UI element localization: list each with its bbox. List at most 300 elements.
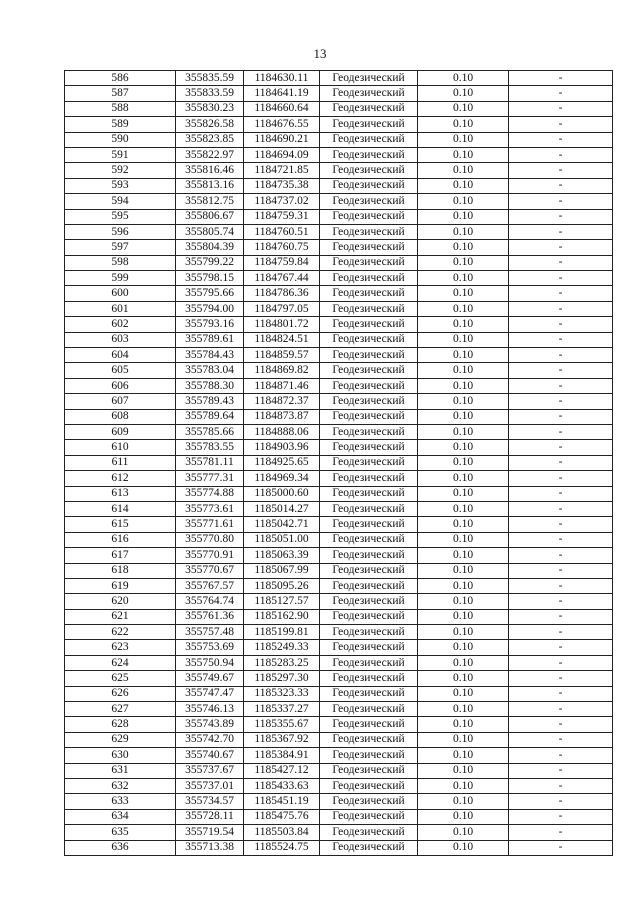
table-row (65, 101, 613, 116)
x-coordinate-cell: 355771.61 (176, 517, 244, 532)
y-coordinate-cell: 1185503.84 (244, 825, 320, 840)
accuracy-cell: 0.10 (418, 825, 509, 840)
accuracy-cell: 0.10 (418, 717, 509, 732)
accuracy-cell: 0.10 (418, 194, 509, 209)
x-coordinate-cell: 355826.58 (176, 117, 244, 132)
y-coordinate-cell: 1185095.26 (244, 578, 320, 593)
table-row (65, 471, 613, 486)
x-coordinate-cell: 355783.04 (176, 363, 244, 378)
accuracy-cell: 0.10 (418, 86, 509, 101)
table-row (65, 840, 613, 855)
point-number-cell: 607 (65, 394, 176, 409)
y-coordinate-cell: 1184694.09 (244, 147, 320, 162)
method-cell: Геодезический (320, 71, 418, 86)
accuracy-cell: 0.10 (418, 363, 509, 378)
x-coordinate-cell: 355789.61 (176, 332, 244, 347)
table-row (65, 163, 613, 178)
x-coordinate-cell: 355761.36 (176, 609, 244, 624)
table-row (65, 548, 613, 563)
y-coordinate-cell: 1184721.85 (244, 163, 320, 178)
table-row (65, 732, 613, 747)
x-coordinate-cell: 355719.54 (176, 825, 244, 840)
note-cell: - (509, 424, 613, 439)
note-cell: - (509, 763, 613, 778)
table-row (65, 209, 613, 224)
x-coordinate-cell: 355799.22 (176, 255, 244, 270)
y-coordinate-cell: 1184735.38 (244, 178, 320, 193)
point-number-cell: 614 (65, 501, 176, 516)
y-coordinate-cell: 1184969.34 (244, 471, 320, 486)
method-cell: Геодезический (320, 563, 418, 578)
method-cell: Геодезический (320, 486, 418, 501)
method-cell: Геодезический (320, 86, 418, 101)
note-cell: - (509, 271, 613, 286)
x-coordinate-cell: 355806.67 (176, 209, 244, 224)
point-number-cell: 600 (65, 286, 176, 301)
note-cell: - (509, 240, 613, 255)
x-coordinate-cell: 355835.59 (176, 71, 244, 86)
y-coordinate-cell: 1185427.12 (244, 763, 320, 778)
x-coordinate-cell: 355742.70 (176, 732, 244, 747)
accuracy-cell: 0.10 (418, 517, 509, 532)
note-cell: - (509, 440, 613, 455)
table-row (65, 255, 613, 270)
point-number-cell: 595 (65, 209, 176, 224)
note-cell: - (509, 394, 613, 409)
accuracy-cell: 0.10 (418, 471, 509, 486)
table-row (65, 301, 613, 316)
note-cell: - (509, 625, 613, 640)
page-number: 13 (313, 46, 327, 61)
point-number-cell: 610 (65, 440, 176, 455)
note-cell: - (509, 178, 613, 193)
table-row (65, 578, 613, 593)
note-cell: - (509, 101, 613, 116)
note-cell: - (509, 732, 613, 747)
accuracy-cell: 0.10 (418, 548, 509, 563)
x-coordinate-cell: 355749.67 (176, 671, 244, 686)
point-number-cell: 587 (65, 86, 176, 101)
accuracy-cell: 0.10 (418, 671, 509, 686)
table-row (65, 132, 613, 147)
accuracy-cell: 0.10 (418, 840, 509, 855)
table-row (65, 501, 613, 516)
table-row (65, 825, 613, 840)
accuracy-cell: 0.10 (418, 147, 509, 162)
table-row (65, 625, 613, 640)
method-cell: Геодезический (320, 501, 418, 516)
point-number-cell: 605 (65, 363, 176, 378)
y-coordinate-cell: 1185433.63 (244, 778, 320, 793)
x-coordinate-cell: 355753.69 (176, 640, 244, 655)
x-coordinate-cell: 355728.11 (176, 809, 244, 824)
y-coordinate-cell: 1184786.36 (244, 286, 320, 301)
x-coordinate-cell: 355746.13 (176, 702, 244, 717)
method-cell: Геодезический (320, 132, 418, 147)
note-cell: - (509, 748, 613, 763)
accuracy-cell: 0.10 (418, 117, 509, 132)
accuracy-cell: 0.10 (418, 532, 509, 547)
y-coordinate-cell: 1185199.81 (244, 625, 320, 640)
accuracy-cell: 0.10 (418, 732, 509, 747)
y-coordinate-cell: 1184824.51 (244, 332, 320, 347)
coordinates-table-body (65, 71, 613, 856)
point-number-cell: 592 (65, 163, 176, 178)
accuracy-cell: 0.10 (418, 132, 509, 147)
y-coordinate-cell: 1184737.02 (244, 194, 320, 209)
table-row (65, 86, 613, 101)
x-coordinate-cell: 355737.67 (176, 763, 244, 778)
accuracy-cell: 0.10 (418, 655, 509, 670)
method-cell: Геодезический (320, 101, 418, 116)
x-coordinate-cell: 355822.97 (176, 147, 244, 162)
method-cell: Геодезический (320, 671, 418, 686)
x-coordinate-cell: 355743.89 (176, 717, 244, 732)
x-coordinate-cell: 355770.91 (176, 548, 244, 563)
accuracy-cell: 0.10 (418, 286, 509, 301)
method-cell: Геодезический (320, 394, 418, 409)
method-cell: Геодезический (320, 194, 418, 209)
accuracy-cell: 0.10 (418, 255, 509, 270)
method-cell: Геодезический (320, 548, 418, 563)
note-cell: - (509, 501, 613, 516)
x-coordinate-cell: 355737.01 (176, 778, 244, 793)
accuracy-cell: 0.10 (418, 71, 509, 86)
table-row (65, 671, 613, 686)
accuracy-cell: 0.10 (418, 594, 509, 609)
table-row (65, 409, 613, 424)
y-coordinate-cell: 1185063.39 (244, 548, 320, 563)
method-cell: Геодезический (320, 840, 418, 855)
point-number-cell: 603 (65, 332, 176, 347)
method-cell: Геодезический (320, 363, 418, 378)
x-coordinate-cell: 355804.39 (176, 240, 244, 255)
table-row (65, 748, 613, 763)
x-coordinate-cell: 355789.64 (176, 409, 244, 424)
y-coordinate-cell: 1184873.87 (244, 409, 320, 424)
method-cell: Геодезический (320, 702, 418, 717)
method-cell: Геодезический (320, 609, 418, 624)
accuracy-cell: 0.10 (418, 763, 509, 778)
method-cell: Геодезический (320, 117, 418, 132)
point-number-cell: 627 (65, 702, 176, 717)
method-cell: Геодезический (320, 301, 418, 316)
table-row (65, 763, 613, 778)
x-coordinate-cell: 355830.23 (176, 101, 244, 116)
note-cell: - (509, 86, 613, 101)
note-cell: - (509, 794, 613, 809)
point-number-cell: 590 (65, 132, 176, 147)
point-number-cell: 628 (65, 717, 176, 732)
accuracy-cell: 0.10 (418, 209, 509, 224)
table-row (65, 224, 613, 239)
y-coordinate-cell: 1185524.75 (244, 840, 320, 855)
method-cell: Геодезический (320, 640, 418, 655)
method-cell: Геодезический (320, 655, 418, 670)
y-coordinate-cell: 1184760.75 (244, 240, 320, 255)
note-cell: - (509, 363, 613, 378)
accuracy-cell: 0.10 (418, 224, 509, 239)
x-coordinate-cell: 355805.74 (176, 224, 244, 239)
method-cell: Геодезический (320, 763, 418, 778)
note-cell: - (509, 717, 613, 732)
table-row (65, 424, 613, 439)
note-cell: - (509, 71, 613, 86)
y-coordinate-cell: 1184925.65 (244, 455, 320, 470)
y-coordinate-cell: 1184759.84 (244, 255, 320, 270)
method-cell: Геодезический (320, 147, 418, 162)
point-number-cell: 608 (65, 409, 176, 424)
y-coordinate-cell: 1185162.90 (244, 609, 320, 624)
y-coordinate-cell: 1185475.76 (244, 809, 320, 824)
method-cell: Геодезический (320, 209, 418, 224)
point-number-cell: 596 (65, 224, 176, 239)
y-coordinate-cell: 1184630.11 (244, 71, 320, 86)
note-cell: - (509, 194, 613, 209)
accuracy-cell: 0.10 (418, 101, 509, 116)
y-coordinate-cell: 1184767.44 (244, 271, 320, 286)
table-row (65, 194, 613, 209)
point-number-cell: 597 (65, 240, 176, 255)
note-cell: - (509, 778, 613, 793)
table-row (65, 363, 613, 378)
table-row (65, 332, 613, 347)
table-row (65, 702, 613, 717)
accuracy-cell: 0.10 (418, 455, 509, 470)
point-number-cell: 623 (65, 640, 176, 655)
point-number-cell: 612 (65, 471, 176, 486)
y-coordinate-cell: 1185283.25 (244, 655, 320, 670)
table-row (65, 563, 613, 578)
x-coordinate-cell: 355777.31 (176, 471, 244, 486)
accuracy-cell: 0.10 (418, 686, 509, 701)
note-cell: - (509, 255, 613, 270)
note-cell: - (509, 517, 613, 532)
accuracy-cell: 0.10 (418, 486, 509, 501)
note-cell: - (509, 686, 613, 701)
point-number-cell: 621 (65, 609, 176, 624)
point-number-cell: 598 (65, 255, 176, 270)
note-cell: - (509, 471, 613, 486)
point-number-cell: 622 (65, 625, 176, 640)
method-cell: Геодезический (320, 717, 418, 732)
y-coordinate-cell: 1184869.82 (244, 363, 320, 378)
accuracy-cell: 0.10 (418, 240, 509, 255)
table-row (65, 594, 613, 609)
accuracy-cell: 0.10 (418, 640, 509, 655)
accuracy-cell: 0.10 (418, 609, 509, 624)
accuracy-cell: 0.10 (418, 271, 509, 286)
point-number-cell: 609 (65, 424, 176, 439)
accuracy-cell: 0.10 (418, 378, 509, 393)
x-coordinate-cell: 355757.48 (176, 625, 244, 640)
accuracy-cell: 0.10 (418, 178, 509, 193)
accuracy-cell: 0.10 (418, 809, 509, 824)
point-number-cell: 634 (65, 809, 176, 824)
note-cell: - (509, 809, 613, 824)
note-cell: - (509, 286, 613, 301)
note-cell: - (509, 132, 613, 147)
table-row (65, 240, 613, 255)
method-cell: Геодезический (320, 424, 418, 439)
accuracy-cell: 0.10 (418, 440, 509, 455)
method-cell: Геодезический (320, 224, 418, 239)
method-cell: Геодезический (320, 378, 418, 393)
note-cell: - (509, 332, 613, 347)
y-coordinate-cell: 1184801.72 (244, 317, 320, 332)
method-cell: Геодезический (320, 594, 418, 609)
table-row (65, 794, 613, 809)
point-number-cell: 625 (65, 671, 176, 686)
x-coordinate-cell: 355785.66 (176, 424, 244, 439)
note-cell: - (509, 455, 613, 470)
point-number-cell: 604 (65, 348, 176, 363)
y-coordinate-cell: 1185451.19 (244, 794, 320, 809)
method-cell: Геодезический (320, 809, 418, 824)
point-number-cell: 615 (65, 517, 176, 532)
table-row (65, 147, 613, 162)
y-coordinate-cell: 1185042.71 (244, 517, 320, 532)
y-coordinate-cell: 1185323.33 (244, 686, 320, 701)
y-coordinate-cell: 1184859.57 (244, 348, 320, 363)
table-row (65, 778, 613, 793)
method-cell: Геодезический (320, 286, 418, 301)
y-coordinate-cell: 1185000.60 (244, 486, 320, 501)
table-row (65, 517, 613, 532)
accuracy-cell: 0.10 (418, 794, 509, 809)
method-cell: Геодезический (320, 471, 418, 486)
accuracy-cell: 0.10 (418, 348, 509, 363)
note-cell: - (509, 209, 613, 224)
y-coordinate-cell: 1185014.27 (244, 501, 320, 516)
method-cell: Геодезический (320, 748, 418, 763)
table-row (65, 809, 613, 824)
point-number-cell: 636 (65, 840, 176, 855)
point-number-cell: 626 (65, 686, 176, 701)
point-number-cell: 594 (65, 194, 176, 209)
table-row (65, 178, 613, 193)
x-coordinate-cell: 355747.47 (176, 686, 244, 701)
note-cell: - (509, 378, 613, 393)
point-number-cell: 602 (65, 317, 176, 332)
x-coordinate-cell: 355767.57 (176, 578, 244, 593)
note-cell: - (509, 348, 613, 363)
accuracy-cell: 0.10 (418, 748, 509, 763)
x-coordinate-cell: 355816.46 (176, 163, 244, 178)
y-coordinate-cell: 1184872.37 (244, 394, 320, 409)
note-cell: - (509, 147, 613, 162)
table-row (65, 717, 613, 732)
x-coordinate-cell: 355812.75 (176, 194, 244, 209)
point-number-cell: 601 (65, 301, 176, 316)
note-cell: - (509, 702, 613, 717)
table-row (65, 655, 613, 670)
note-cell: - (509, 563, 613, 578)
y-coordinate-cell: 1185297.30 (244, 671, 320, 686)
point-number-cell: 631 (65, 763, 176, 778)
y-coordinate-cell: 1185367.92 (244, 732, 320, 747)
note-cell: - (509, 117, 613, 132)
note-cell: - (509, 671, 613, 686)
note-cell: - (509, 224, 613, 239)
point-number-cell: 591 (65, 147, 176, 162)
accuracy-cell: 0.10 (418, 317, 509, 332)
y-coordinate-cell: 1185355.67 (244, 717, 320, 732)
x-coordinate-cell: 355794.00 (176, 301, 244, 316)
y-coordinate-cell: 1184903.96 (244, 440, 320, 455)
y-coordinate-cell: 1184888.06 (244, 424, 320, 439)
point-number-cell: 618 (65, 563, 176, 578)
method-cell: Геодезический (320, 348, 418, 363)
y-coordinate-cell: 1184676.55 (244, 117, 320, 132)
y-coordinate-cell: 1184871.46 (244, 378, 320, 393)
accuracy-cell: 0.10 (418, 394, 509, 409)
y-coordinate-cell: 1185127.57 (244, 594, 320, 609)
method-cell: Геодезический (320, 825, 418, 840)
point-number-cell: 629 (65, 732, 176, 747)
method-cell: Геодезический (320, 178, 418, 193)
accuracy-cell: 0.10 (418, 424, 509, 439)
x-coordinate-cell: 355764.74 (176, 594, 244, 609)
method-cell: Геодезический (320, 271, 418, 286)
note-cell: - (509, 640, 613, 655)
x-coordinate-cell: 355781.11 (176, 455, 244, 470)
table-row (65, 117, 613, 132)
table-row (65, 640, 613, 655)
table-row (65, 486, 613, 501)
x-coordinate-cell: 355833.59 (176, 86, 244, 101)
coordinates-table (64, 70, 613, 856)
method-cell: Геодезический (320, 532, 418, 547)
note-cell: - (509, 486, 613, 501)
accuracy-cell: 0.10 (418, 301, 509, 316)
point-number-cell: 593 (65, 178, 176, 193)
method-cell: Геодезический (320, 517, 418, 532)
table-row (65, 286, 613, 301)
table-row (65, 348, 613, 363)
x-coordinate-cell: 355788.30 (176, 378, 244, 393)
note-cell: - (509, 825, 613, 840)
x-coordinate-cell: 355798.15 (176, 271, 244, 286)
x-coordinate-cell: 355823.85 (176, 132, 244, 147)
note-cell: - (509, 301, 613, 316)
accuracy-cell: 0.10 (418, 578, 509, 593)
x-coordinate-cell: 355770.80 (176, 532, 244, 547)
x-coordinate-cell: 355793.16 (176, 317, 244, 332)
note-cell: - (509, 163, 613, 178)
note-cell: - (509, 532, 613, 547)
x-coordinate-cell: 355734.57 (176, 794, 244, 809)
x-coordinate-cell: 355713.38 (176, 840, 244, 855)
x-coordinate-cell: 355740.67 (176, 748, 244, 763)
y-coordinate-cell: 1185051.00 (244, 532, 320, 547)
note-cell: - (509, 840, 613, 855)
method-cell: Геодезический (320, 440, 418, 455)
table-row (65, 71, 613, 86)
method-cell: Геодезический (320, 578, 418, 593)
x-coordinate-cell: 355773.61 (176, 501, 244, 516)
point-number-cell: 611 (65, 455, 176, 470)
table-row (65, 271, 613, 286)
accuracy-cell: 0.10 (418, 501, 509, 516)
accuracy-cell: 0.10 (418, 563, 509, 578)
accuracy-cell: 0.10 (418, 409, 509, 424)
table-row (65, 394, 613, 409)
x-coordinate-cell: 355795.66 (176, 286, 244, 301)
table-row (65, 609, 613, 624)
x-coordinate-cell: 355789.43 (176, 394, 244, 409)
table-row (65, 686, 613, 701)
